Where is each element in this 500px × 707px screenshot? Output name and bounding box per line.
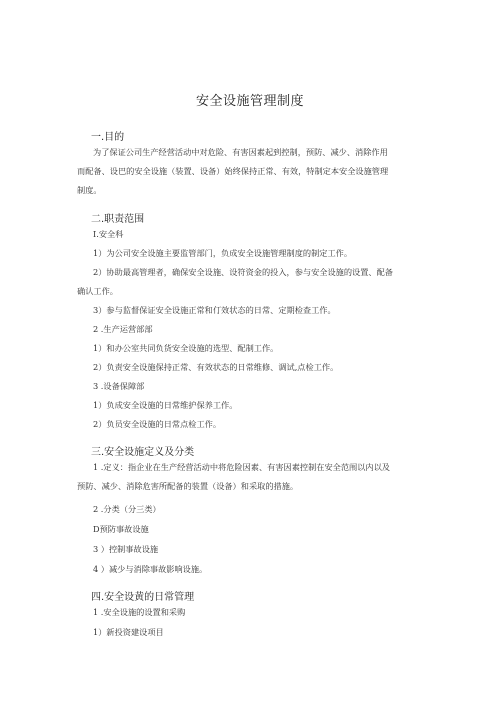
paragraph-line: 确认工作。: [77, 286, 118, 296]
paragraph-line: 预防、减少、消除危害所配备的装置（设备）和采取的措施。: [77, 481, 299, 491]
paragraph-line: 2）协助最高管理者，确保安全设施、设符资金的投入，参与安全设施的设置、配备: [93, 267, 393, 277]
document-title: 安全设施管理制度: [195, 94, 304, 109]
paragraph-line: 3）参与监督保证安全设施正常和仃效状态的日常、定期检查工作。: [93, 305, 336, 315]
paragraph-line: 2 .生产运营部部: [93, 324, 153, 334]
paragraph-line: 1）负成安全设施的日常维护保养工作。: [93, 400, 238, 410]
paragraph-line: 1 .定义：指企业在生产经营活动中将危险因素、有害因素控制在安全范闱以内以及: [93, 462, 390, 472]
section-heading-daily-management: 四.安全设黄的日常管理: [91, 592, 195, 603]
paragraph-line: D预防事故设施: [93, 524, 149, 534]
paragraph-line: 而配备、设巴的安全设施（装置、设备）始终保持正常、有效，特制定本安全设施管理: [77, 166, 389, 176]
paragraph-line: 3 .设备保障部: [93, 381, 145, 391]
section-heading-responsibilities: 二.职责范围: [91, 214, 145, 225]
paragraph-line: 4 ）减少与消除事故影响设施。: [93, 564, 208, 574]
paragraph-line: 为了保证公司生产经营活动中对危险、有害因素起到控制，预防、减少、消除作用: [93, 147, 388, 157]
paragraph-line: I.安全科: [93, 229, 124, 239]
paragraph-line: 2）负员安全设施的日常点检工作。: [93, 419, 222, 429]
paragraph-line: 1 .安全设施的设置和采购: [93, 607, 186, 617]
paragraph-line: 制度。: [77, 185, 102, 195]
paragraph-line: 2 .分类（分三类）: [93, 504, 161, 514]
paragraph-line: 2）负责安全设施保持正常、有效状态的日常维修、调试,点检工作。: [93, 362, 339, 372]
paragraph-line: 1）为公司安全设施主要监管部门，负成安全设施管理制度的制定工作。: [93, 248, 353, 258]
section-heading-definition: 三.安全设施定义及分类: [91, 447, 195, 458]
paragraph-line: 1）新投资建设项目: [93, 627, 164, 637]
paragraph-line: 1）和办公室共同负货安全设施的选型、配制工作。: [93, 343, 279, 353]
section-heading-purpose: 一.目的: [91, 132, 125, 143]
paragraph-line: 3 ）控制事故设施: [93, 544, 159, 554]
